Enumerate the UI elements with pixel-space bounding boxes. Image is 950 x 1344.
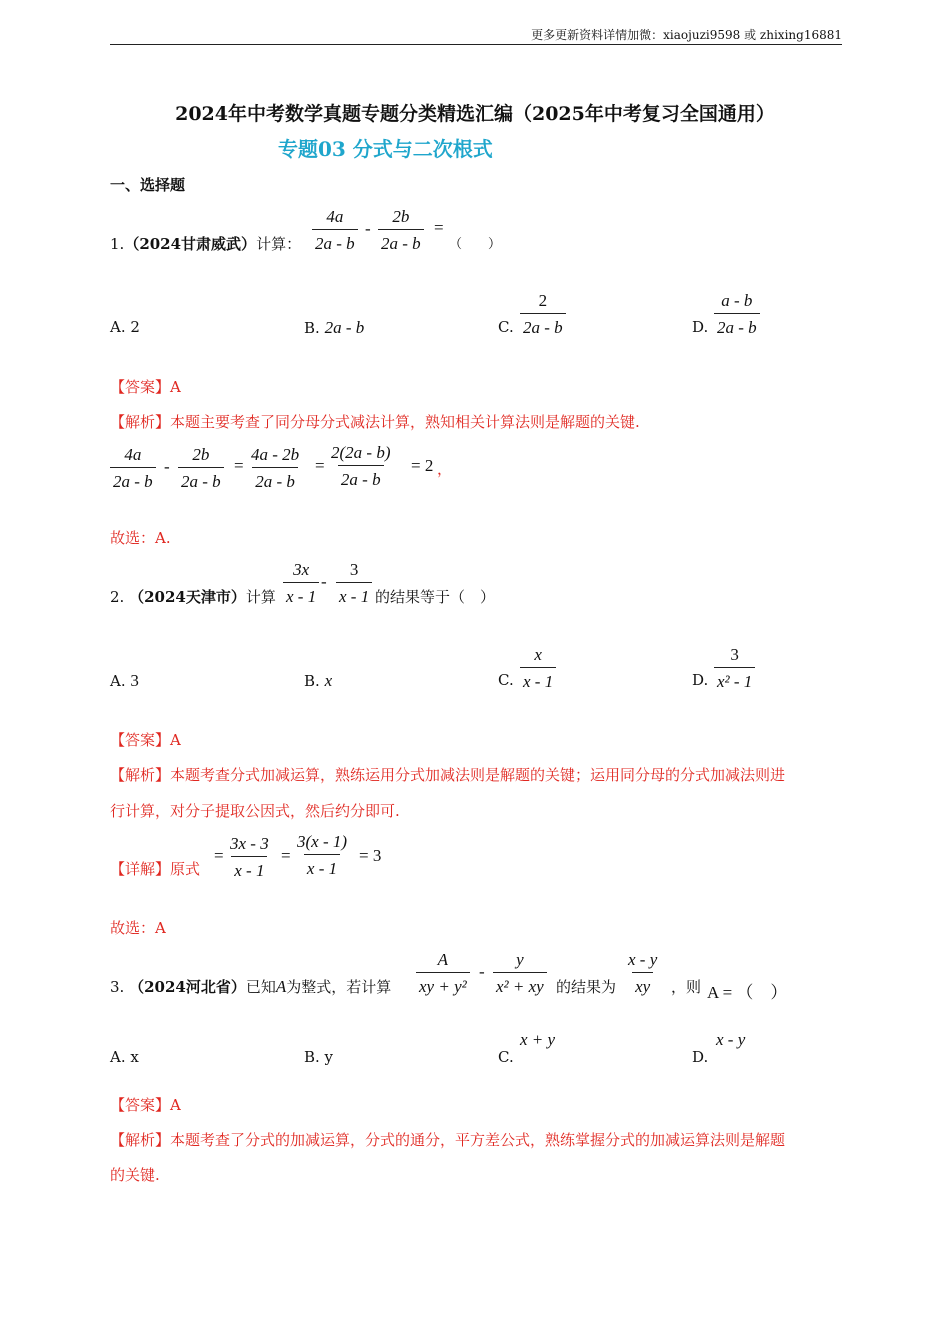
q1-sol-eq2: = — [315, 456, 325, 475]
q2-detail-eq2: = — [281, 846, 291, 865]
q2-option-c-frac: $\frac{x}{x - 1}$ — [520, 646, 556, 690]
q1-option-a: A. 2 — [110, 318, 140, 336]
q2-detail-frac2: $\frac{3(x - 1)}{x - 1}$ — [297, 832, 348, 878]
q2-detail-frac1: $\frac{3x - 3}{x - 1}$ — [230, 834, 269, 880]
q1-frac-4a: $\frac{4a}{2a - b}$ — [312, 208, 358, 252]
q1-option-d-frac: $\frac{a - b}{2a - b}$ — [714, 292, 760, 336]
q3-stem4: ，则 — [671, 978, 702, 996]
question-2-stem: 2. （2024天津市）计算 — [110, 588, 276, 606]
question-3-stem: 3. （2024河北省）已知A为整式，若计算 — [110, 977, 392, 996]
q3-option-c-value: x + y — [520, 1030, 556, 1049]
q1-option-d: D. — [692, 318, 709, 336]
q1-blank: （ ） — [449, 237, 502, 252]
q2-frac-3x: $\frac{3x}{x - 1}$ — [283, 561, 319, 605]
q3-option-b: B. y — [304, 1048, 334, 1066]
q3-analysis-line1: 【解析】本题考查了分式的加减运算，分式的通分，平方差公式，熟练掌握分式的加减运算法则是解题 — [110, 1131, 786, 1149]
q1-sol-eq1: = — [234, 456, 244, 475]
q1-sol-result: = 2 — [411, 456, 434, 475]
q2-analysis-line1: 【解析】本题考查分式加减运算，熟练运用分式加减法则是解题的关键；运用同分母的分式加减法则进 — [110, 766, 786, 784]
q2-answer: 【答案】A — [110, 731, 181, 749]
q1-sol-frac3: $\frac{4a - 2b}{2a - b}$ — [251, 445, 300, 491]
q1-option-c-frac: $\frac{2}{2a - b}$ — [520, 292, 566, 336]
header-divider — [110, 44, 842, 45]
q2-option-c: C. — [498, 671, 514, 689]
header-contact: 更多更新资料详情加微：xiaojuzi9598 或 zhixing16881 — [531, 28, 842, 42]
q1-sol-comma: ， — [437, 460, 453, 478]
q1-option-b: B. 2a - b — [304, 318, 365, 337]
q3-minus: - — [479, 962, 485, 981]
q3-analysis-line2: 的关键. — [110, 1166, 160, 1184]
q3-option-a: A. x — [110, 1048, 139, 1066]
q3-answer: 【答案】A — [110, 1096, 181, 1114]
q2-detail-label: 【详解】原式 — [110, 860, 201, 878]
q1-sol-minus: - — [164, 457, 170, 476]
q1-answer: 【答案】A — [110, 378, 181, 396]
q3-stem5: A = （ ） — [707, 983, 788, 1002]
q1-option-c: C. — [498, 318, 514, 336]
q1-minus: - — [365, 219, 371, 238]
page-subtitle: 专题03 分式与二次根式 — [278, 137, 493, 161]
question-1-stem: 1.（2024甘肃威武）计算： — [110, 235, 302, 253]
q1-sol-frac4: $\frac{2(2a - b)}{2a - b}$ — [331, 443, 391, 489]
q1-frac-2b: $\frac{2b}{2a - b}$ — [378, 208, 424, 252]
q3-option-d: D. — [692, 1048, 709, 1066]
q2-minus: - — [321, 572, 327, 591]
q2-detail-result: = 3 — [359, 846, 382, 865]
q3-stem3: 的结果为 — [556, 978, 617, 996]
q1-choose: 故选：A. — [110, 529, 171, 547]
q2-option-d-frac: $\frac{3}{\text{x² - 1}}$ — [714, 646, 755, 690]
q2-detail-eq1: = — [214, 846, 224, 865]
q3-frac-y: $\frac{y}{\text{x² + xy}}$ — [493, 951, 547, 995]
q3-option-d-value: x - y — [716, 1030, 746, 1049]
q1-sol-frac2: $\frac{2b}{2a - b}$ — [178, 446, 224, 490]
q2-option-b: B. x — [304, 671, 333, 690]
q1-analysis: 【解析】本题主要考查了同分母分式减法计算，熟知相关计算法则是解题的关键. — [110, 413, 640, 431]
q3-result-frac: $\frac{x - y}{xy}$ — [628, 950, 658, 996]
q2-stem-after: 的结果等于（ ） — [375, 588, 496, 606]
q1-equals: = — [434, 218, 444, 237]
q3-frac-a: $\frac{A}{\text{xy + y²}}$ — [416, 951, 470, 995]
q2-frac-3: $\frac{3}{x - 1}$ — [336, 561, 372, 605]
q2-option-a: A. 3 — [110, 671, 139, 690]
q2-choose: 故选：A — [110, 919, 166, 937]
section-heading: 一、选择题 — [110, 176, 186, 194]
q3-option-c: C. — [498, 1048, 514, 1066]
q2-analysis-line2: 行计算，对分子提取公因式，然后约分即可. — [110, 802, 400, 820]
q1-sol-frac1: $\frac{4a}{2a - b}$ — [110, 446, 156, 490]
page-title: 2024年中考数学真题专题分类精选汇编（2025年中考复习全国通用） — [175, 103, 775, 125]
q2-option-d: D. — [692, 671, 709, 689]
